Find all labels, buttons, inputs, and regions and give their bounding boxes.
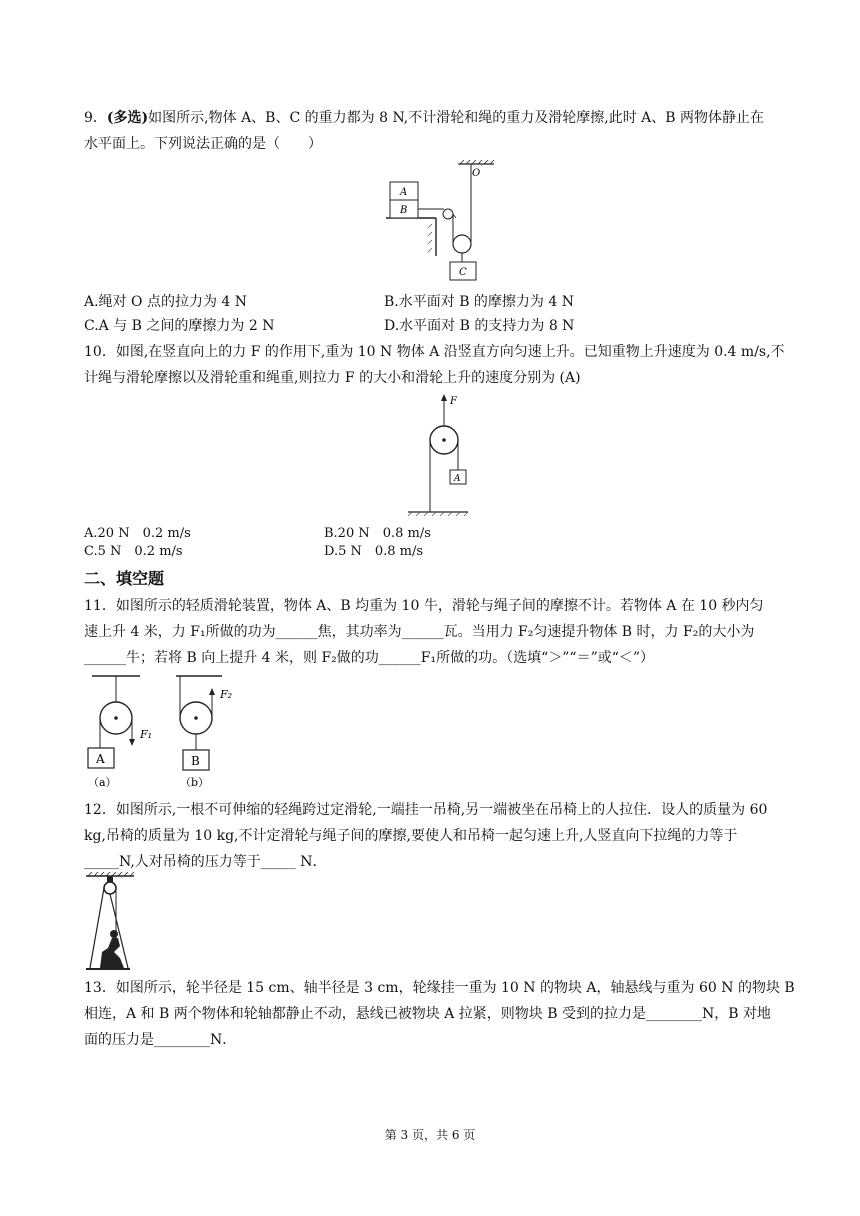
section-fill-in-title: 二、填空题 [84,569,165,588]
q10-option-d: D.5 N 0.8 m/s [324,544,424,559]
q11-line3: ______牛；若将 B 向上提升 4 米，则 F₂做的功______F₁所做的功。（选填“＞”“＝”或“＜”） [84,650,655,666]
q11-caption-a: （a） [88,776,117,789]
q11-caption-b: （b） [180,776,210,789]
q10-label-a: A [454,474,461,484]
q10-option-c: C.5 N 0.2 m/s [84,544,183,559]
q12-figure [84,872,138,976]
q9-label-c: C [459,267,467,278]
q9-label-a: A [400,187,408,198]
q11-figure [84,674,254,794]
q11-label-a: A [96,752,105,766]
q10-line2: 计绳与滑轮摩擦以及滑轮重和绳重,则拉力 F 的大小和滑轮上升的速度分别为 (A) [84,370,581,386]
q9-option-d: D.水平面对 B 的支持力为 8 N [384,318,575,334]
q11-line2: 速上升 4 米，力 F₁所做的功为______焦，其功率为______瓦。当用力 F₂匀速提升物体 B 时，力 F₂的大小为 [84,624,755,640]
q11-label-f1: F₁ [140,728,153,741]
q9-line2: 水平面上。下列说法正确的是（ ） [84,136,322,152]
q9-figure [384,160,504,284]
q9-stem-1: 如图所示,物体 A、B、C 的重力都为 8 N,不计滑轮和绳的重力及滑轮摩擦,此时 A、B 两物体静止在 [148,110,764,126]
q11-line1: 11．如图所示的轻质滑轮装置，物体 A、B 均重为 10 牛，滑轮与绳子间的摩擦不计。若物体 A 在 10 秒内匀 [84,598,764,614]
q9-multi-tag: (多选) [106,110,149,126]
q10-line1: 10．如图,在竖直向上的力 F 的作用下,重为 10 N 物体 A 沿竖直方向匀速上升。已知重物上升速度为 0.4 m/s,不 [84,344,785,360]
q13-line2: 相连，A 和 B 两个物体和轮轴都静止不动，悬线已被物块 A 拉紧，则物块 B 受到的拉力是________N，B 对地 [84,1006,771,1022]
page-footer: 第 3 页，共 6 页 [384,1128,476,1142]
q9-label-o: O [472,168,481,179]
q11-label-f2: F₂ [220,688,233,701]
q9-number: 9． [84,110,107,126]
q12-line1: 12．如图所示,一根不可伸缩的轻绳跨过定滑轮,一端挂一吊椅,另一端被坐在吊椅上的人拉住．设人的质量为 60 [84,802,768,818]
q9-label-b: B [400,205,408,216]
q10-figure [406,394,496,518]
q13-line3: 面的压力是________N． [84,1032,237,1048]
q10-option-a: A.20 N 0.2 m/s [84,526,191,541]
q9-line1 [84,108,764,128]
q9-option-a: A.绳对 O 点的拉力为 4 N [84,294,247,310]
q12-line2: kg,吊椅的质量为 10 kg,不计定滑轮与绳子间的摩擦,要使人和吊椅一起匀速上升,人竖直向下拉绳的力等于 [84,828,738,844]
q9-option-b: B.水平面对 B 的摩擦力为 4 N [384,294,574,310]
q10-label-f: F [450,396,457,407]
q11-label-b: B [191,754,200,768]
q13-line1: 13．如图所示，轮半径是 15 cm、轴半径是 3 cm，轮缘挂一重为 10 N 的物块 A，轴悬线与重为 60 N 的物块 B [84,980,795,996]
q10-option-b: B.20 N 0.8 m/s [324,526,431,541]
q12-line3: _____N,人对吊椅的压力等于_____ N． [84,854,327,870]
q9-option-c: C.A 与 B 之间的摩擦力为 2 N [84,318,275,334]
